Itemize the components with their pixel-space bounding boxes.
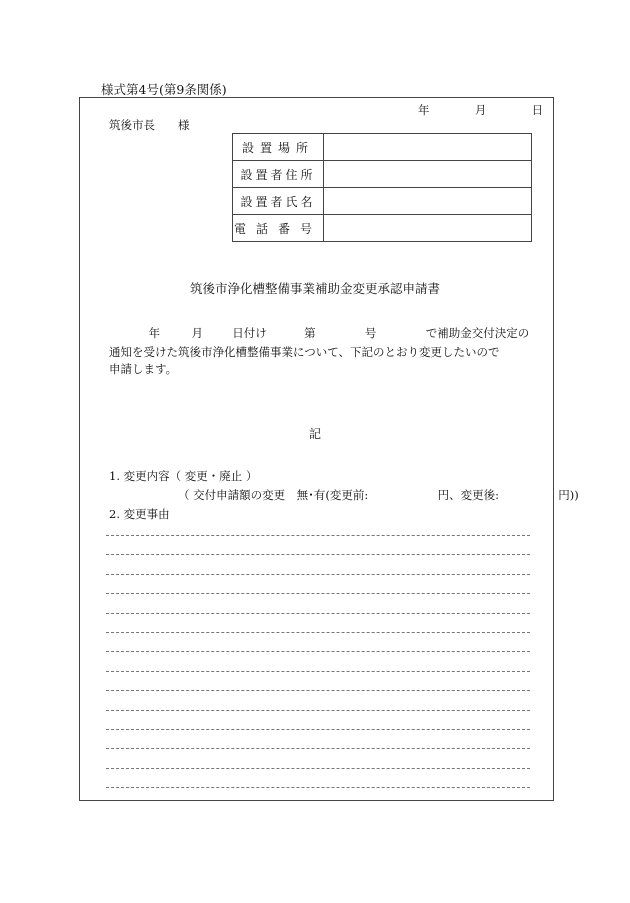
reason-dotted-line [106,651,530,652]
date-line [418,102,543,118]
table-row [233,215,532,242]
table-row [233,161,532,188]
amount-change-open: （ 交付申請額の変更 無･有(変更前: [178,488,369,502]
reason-dotted-line [106,729,530,730]
applicant-info-table [232,133,532,242]
date-year-label: 年 [418,103,430,117]
addressee: 筑後市長 様 [109,118,190,132]
installation-location-field[interactable] [324,134,532,161]
body-number-prefix: 第 [304,326,316,340]
table-row [233,134,532,161]
installer-address-label: 設置者住所 [233,161,324,188]
installer-address-field[interactable] [324,161,532,188]
table-row [233,188,532,215]
reason-dotted-line [106,671,530,672]
ki-heading: 記 [308,427,321,441]
body-line-2: 通知を受けた筑後市浄化槽整備事業について、下記のとおり変更したいので [109,345,500,359]
phone-number-label: 電話番号 [233,215,324,242]
reason-dotted-line [106,748,530,749]
reason-dotted-line [106,535,530,536]
body-month-label: 月 [191,326,203,340]
document-title: 筑後市浄化槽整備事業補助金変更承認申請書 [189,281,440,296]
reason-dotted-line [106,574,530,575]
item-1-change-content: 1. 変更内容（ 変更・廃止 ） [109,469,258,483]
amount-change-yen-after: 円)) [558,488,579,502]
installer-name-field[interactable] [324,188,532,215]
reason-dotted-line [106,613,530,614]
body-dated-label: 日付け [232,326,267,340]
reason-dotted-line [106,787,530,788]
reason-dotted-line [106,554,530,555]
installation-location-label: 設置場所 [233,134,324,161]
phone-number-field[interactable] [324,215,532,242]
item-1-amount-change [178,487,579,503]
installer-name-label: 設置者氏名 [233,188,324,215]
item-2-change-reason: 2. 変更事由 [109,507,170,521]
reason-dotted-line [106,690,530,691]
body-number-suffix: 号 [364,326,377,340]
amount-change-yen-before: 円、変更後: [437,488,499,502]
reason-dotted-line [106,593,530,594]
reason-dotted-line [106,710,530,711]
body-line-1-tail: で補助金交付決定の [425,326,530,340]
body-line-3: 申請します。 [109,362,178,376]
body-line-1 [109,325,529,341]
reason-dotted-line [106,632,530,633]
date-month-label: 月 [474,103,487,117]
body-year-label: 年 [148,326,161,340]
form-number-label: 様式第4号(第9条関係) [101,82,227,97]
date-day-label: 日 [531,103,544,117]
reason-dotted-line [106,768,530,769]
